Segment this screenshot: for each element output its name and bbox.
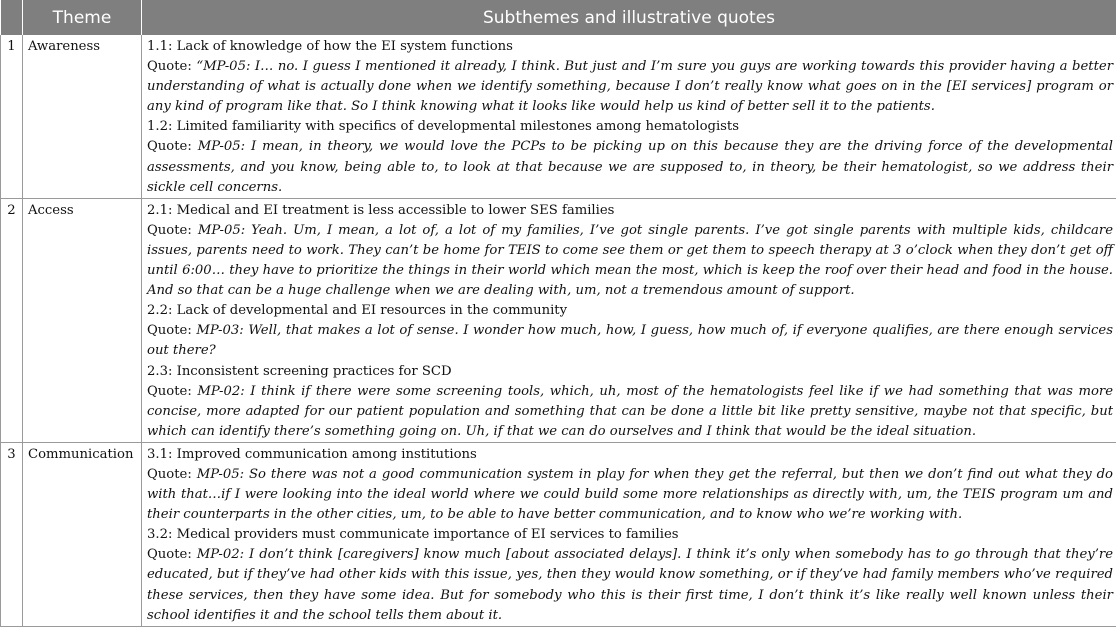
row-theme: Access: [23, 198, 142, 442]
row-number: 1: [1, 35, 23, 198]
table-row: [1, 198, 1116, 442]
subtheme-title: 2.3: Inconsistent screening practices for SCD: [147, 362, 1113, 382]
subtheme-quote: [147, 321, 1113, 361]
header-subthemes: Subthemes and illustrative quotes: [142, 0, 1116, 35]
row-subthemes: [142, 442, 1116, 626]
quote-text: MP-02: I think if there were some screening tools, which, uh, most of the hematologists feel like if we had something that was more concise, more adapted for our patient population and something that can be done a little bit like pretty sensitive, maybe not that specific, but which can identify there’s something going on. Uh, if that we can do ourselves and I think that would be the ideal situation.: [147, 384, 1113, 439]
quote-text: MP-05: I mean, in theory, we would love the PCPs to be picking up on this because they are the driving force of the developmental assessments, and you know, being able to, to look at that because we are supposed to, in theory, be their hematologist, so we address their sickle cell concerns.: [147, 139, 1113, 194]
subtheme-quote: [147, 137, 1113, 197]
table-row: [1, 442, 1116, 626]
subtheme-title: 3.2: Medical providers must communicate importance of EI services to families: [147, 525, 1113, 545]
subtheme-quote: [147, 465, 1113, 525]
quote-text: MP-05: Yeah. Um, I mean, a lot of, a lot of my families, I’ve got single parents. I’ve got single parents with multiple kids, childcare issues, parents need to work. They can’t be home for TEIS to come see them or get them to speech therapy at 3 o’clock when they don’t get off until 6:00… they have to prioritize the things in their world which mean the most, which is keep the roof over their head and food in the house. And so that can be a huge challenge when we are dealing with, um, not a tremendous amount of support.: [147, 223, 1113, 298]
quote-label: Quote:: [147, 547, 197, 562]
quote-label: Quote:: [147, 323, 196, 338]
quote-label: Quote:: [147, 139, 198, 154]
header-row: [1, 0, 1116, 35]
row-subthemes: [142, 35, 1116, 198]
subtheme-quote: [147, 382, 1113, 442]
quote-text: MP-02: I don’t think [caregivers] know much [about associated delays]. I think it’s only when somebody has to go through that they’re educated, but if they’ve had other kids with this issue, yes, then they would know something, or if they’ve had family members who’ve required these services, then they have some idea. But for somebody who this is their first time, I don’t think it’s like really well known unless their school identifies it and the school tells them about it.: [147, 547, 1113, 622]
row-theme: Communication: [23, 442, 142, 626]
table-row: [1, 35, 1116, 198]
quote-label: Quote:: [147, 467, 197, 482]
row-theme: Awareness: [23, 35, 142, 198]
header-theme: Theme: [23, 0, 142, 35]
header-number: [1, 0, 23, 35]
quote-text: “MP-05: I… no. I guess I mentioned it already, I think. But just and I’m sure you guys are working towards this provider having a better understanding of what is actually done when we identify something, because I don’t really know what goes on in the [EI services] program or any kind of program like that. So I think knowing what it looks like would help us kind of better sell it to the patients.: [147, 59, 1113, 114]
quote-label: Quote:: [147, 59, 196, 74]
subtheme-title: 1.2: Limited familiarity with specifics of developmental milestones among hematologists: [147, 117, 1113, 137]
subtheme-quote: [147, 221, 1113, 301]
row-number: 2: [1, 198, 23, 442]
quote-label: Quote:: [147, 223, 198, 238]
subtheme-title: 1.1: Lack of knowledge of how the EI system functions: [147, 37, 1113, 57]
subtheme-quote: [147, 545, 1113, 625]
quote-text: MP-05: So there was not a good communication system in play for when they get the referral, but then we don’t find out what they do with that…if I were looking into the ideal world where we could build some more relationships as directly with, um, the TEIS program um and their counterparts in the other cities, um, to be able to have better communication, and to know who we’re working with.: [147, 467, 1113, 522]
subtheme-title: 2.2: Lack of developmental and EI resources in the community: [147, 301, 1113, 321]
row-subthemes: [142, 198, 1116, 442]
subtheme-quote: [147, 57, 1113, 117]
quote-text: MP-03: Well, that makes a lot of sense. I wonder how much, how, I guess, how much of, if everyone qualifies, are there enough services out there?: [147, 323, 1113, 358]
subtheme-title: 2.1: Medical and EI treatment is less accessible to lower SES families: [147, 201, 1113, 221]
subtheme-title: 3.1: Improved communication among institutions: [147, 445, 1113, 465]
quote-label: Quote:: [147, 384, 197, 399]
row-number: 3: [1, 442, 23, 626]
